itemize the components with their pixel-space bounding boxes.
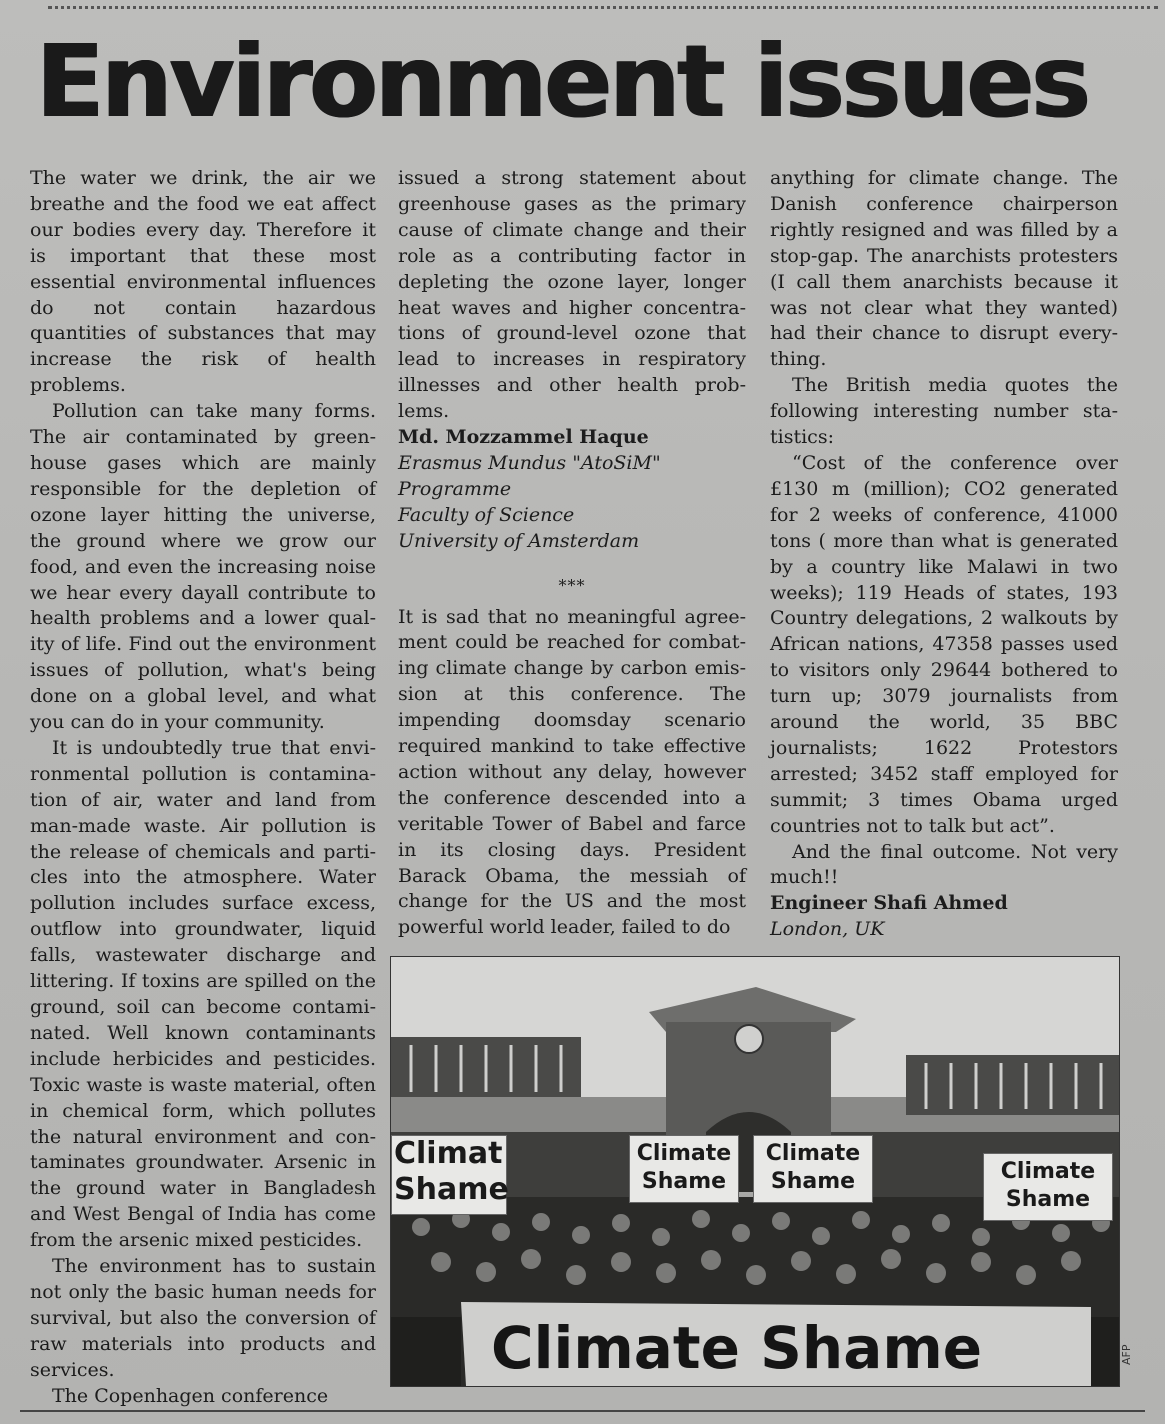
protest-sign: [391, 1135, 507, 1215]
paragraph: Pollution can take many forms. The air contaminated by greenhouse gases which are mainly responsible for the depletion of ozone layer hitting the universe, the ground where we grow our food, and even the increasing noise we hear every dayall contribute to health problems and a lower quality of life. Find out the environment issues of pollution, what's being done on a global level, and what you can do in your community.: [30, 400, 376, 734]
signature-location: London, UK: [770, 918, 885, 941]
photo-credit: AFP: [1120, 1344, 1133, 1365]
sign-text: Climat: [394, 1136, 503, 1171]
signature-affiliation: Programme: [398, 477, 512, 500]
protest-photo: [390, 956, 1120, 1387]
signature-name: Engineer Shafi Ahmed: [770, 892, 1008, 915]
sign-text: Climate: [636, 1141, 732, 1166]
column-2: [398, 166, 746, 941]
sign-text: Shame: [641, 1169, 727, 1194]
sign-text: Climate: [765, 1141, 861, 1166]
signature-affiliation: University of Amsterdam: [398, 529, 640, 552]
paragraph: issued a strong statement about greenhouse gases as the primary cause of climate change and their role as a contributing factor in depleting the ozone layer, longer heat waves and higher concentrations of ground-level ozone that lead to increases in respiratory illnesses and other health problems.: [398, 167, 746, 423]
paragraph: It is sad that no meaningful agreement could be reached for combating climate change by carbon emission at this conference. The impending doomsday scenario required mankind to take effective action without any delay, however the conference descended into a veritable Tower of Babel and farce in its closing days. President Barack Obama, the messiah of change for the US and the most powerful world leader, failed to do: [398, 605, 746, 939]
sign-text: Shame: [394, 1172, 509, 1207]
signature-affiliation: Faculty of Science: [398, 503, 575, 526]
paragraph: It is undoubtedly true that environmental pollution is contamination of air, water and land from man-made waste. Air pollution is the release of chemicals and particles into the atmosphere. Water pollution includes surface excess, outflow into groundwater, liquid falls, wastewater discharge and littering. If toxins are spilled on the ground, soil can become contaminated. Well known contaminants include herbicides and pesticides. Toxic waste is waste material, often in chemical form, which pollutes the natural environment and contaminates groundwater. Arsenic in the ground water in Bangladesh and West Bengal of India has come from the arsenic mixed pesticides.: [30, 736, 376, 1252]
column-1: [30, 166, 376, 1410]
headline: Environment issues: [36, 23, 1088, 140]
column-3: [770, 166, 1118, 943]
protest-sign: [753, 1135, 873, 1203]
protest-sign: [983, 1153, 1113, 1221]
signature-name: Md. Mozzammel Haque: [398, 426, 649, 449]
sign-text: Climate: [1000, 1159, 1096, 1184]
top-dotted-rule: [48, 6, 1158, 9]
sign-text: Shame: [1005, 1187, 1091, 1212]
protest-sign: [629, 1135, 739, 1203]
paragraph: The environment has to sustain not only the basic human needs for survival, but also the conversion of raw materials into products and services.: [30, 1255, 376, 1381]
paragraph: And the final outcome. Not very much!!: [770, 840, 1118, 889]
letter-signature: [770, 891, 1118, 943]
paragraph: anything for climate change. The Danish conference chairperson rightly resigned and was filled by a stop-gap. The anarchists protesters (I call them anarchists because it was not clear what they wanted) had their chance to disrupt everything.: [770, 167, 1118, 371]
paragraph: The water we drink, the air we breathe and the food we eat affect our bodies every day. Therefore it is important that these most essential environmental influences do not contain hazardous quantities of substances that may increase the risk of health problems.: [30, 167, 376, 397]
bottom-rule: [20, 1410, 1145, 1412]
letter-signature: [398, 425, 746, 555]
banner-text: Climate Shame: [491, 1314, 983, 1382]
signature-affiliation: Erasmus Mundus "AtoSiM": [398, 451, 661, 474]
paragraph: The British media quotes the following interesting number statistics:: [770, 374, 1118, 449]
sign-text: Shame: [770, 1169, 856, 1194]
letter-separator: ***: [558, 575, 586, 595]
paragraph: The Copenhagen conference: [52, 1384, 329, 1407]
paragraph: “Cost of the conference over £130 m (million); CO2 generated for 2 weeks of conference, 41000 tons ( more than what is generated by a country like Malawi in two weeks); 119 Heads of states, 193 Country delegations, 2 walkouts by African nations, 47358 passes used to visitors only 29644 bothered to turn up; 3079 journalists from around the world, 35 BBC journalists; 1622 Protestors arrested; 3452 staff employed for summit; 3 times Obama urged countries not to talk but act”.: [770, 451, 1118, 837]
